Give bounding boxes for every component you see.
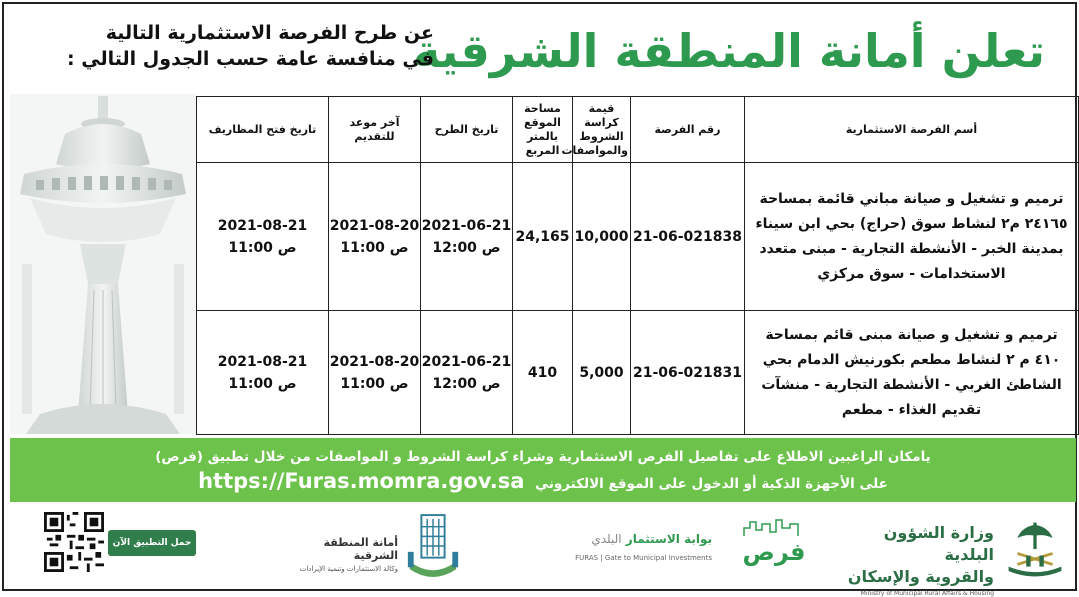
banner-line-2 <box>10 468 1076 497</box>
header-opening: تاريخ فتح المظاريف <box>197 97 329 163</box>
opportunity-number: 21-06-021831 <box>631 311 745 435</box>
opening-cell <box>197 163 329 311</box>
announcement-frame <box>2 2 1077 597</box>
portal-name <box>552 532 712 546</box>
amana-name: أمانة المنطقة الشرقية <box>323 536 398 562</box>
offer-time: 12:00 ص <box>432 239 501 256</box>
opening-cell <box>197 311 329 435</box>
furas-logo-icon <box>742 518 802 538</box>
deadline-date: 2021-08-20 <box>329 353 420 370</box>
sub-title <box>44 20 434 72</box>
subtitle-line-1: عن طرح الفرصة الاستثمارية التالية <box>105 22 434 44</box>
site-area: 410 <box>513 311 573 435</box>
opportunity-description: ترميم و تشغيل و صيانة مبنى قائم بمساحة ٤١٠ م ٢ لنشاط مطعم بكورنيش الدمام بحي الشاطئ الغربي - الأنشطة التجارية - منشآت تقديم الغذاء - مطعم <box>745 311 1079 435</box>
portal-name-gray: البلدي <box>591 532 622 546</box>
ministry-name-en: Ministry of Municipal Rural Affairs & Housing <box>860 590 994 597</box>
portal-sub: FURAS | Gate to Municipal Investments <box>575 554 712 562</box>
download-app-button[interactable]: حمل التطبيق الآن <box>108 530 196 556</box>
offer-date: 2021-06-21 <box>421 217 512 234</box>
offer-date: 2021-06-21 <box>421 353 512 370</box>
banner-line-1: يامكان الراغبين الاطلاع على تفاصيل الفرص الاستثمارية وشراء كراسة الشروط و المواصفات من خلال تطبيق (فرص) <box>155 449 931 465</box>
amana-logo-icon <box>404 512 462 582</box>
offer-time: 12:00 ص <box>432 375 501 392</box>
deadline-time: 11:00 ص <box>340 375 409 392</box>
site-area: 24,165 <box>513 163 573 311</box>
opening-date: 2021-08-21 <box>217 217 308 234</box>
booklet-price: 10,000 <box>573 163 631 311</box>
website-link[interactable]: https://Furas.momra.gov.sa <box>198 469 525 493</box>
ministry-emblem-icon <box>1002 516 1068 582</box>
header-number: رقم الفرصة <box>631 97 745 163</box>
info-banner <box>10 438 1076 502</box>
furas-portal-logo <box>566 512 806 588</box>
header-deadline: آخر موعد للتقديم <box>329 97 421 163</box>
booklet-price: 5,000 <box>573 311 631 435</box>
table-header-row <box>197 97 1079 163</box>
portal-name-green: بوابة الاستثمار <box>625 532 712 546</box>
qr-code-icon[interactable] <box>44 512 104 572</box>
offer-date-cell <box>421 163 513 311</box>
main-title: تعلن أمانة المنطقة الشرقية <box>413 24 1045 78</box>
ministry-text <box>844 522 994 597</box>
amana-text <box>288 536 398 573</box>
header-area: مساحة الموقع بالمتر المربع <box>513 97 573 163</box>
deadline-cell <box>329 163 421 311</box>
banner-line-2-text: على الأجهزة الذكية أو الدخول على الموقع الالكتروني <box>535 476 888 492</box>
header-price: قيمة كراسة الشروط والمواصفات <box>573 97 631 163</box>
opening-time: 11:00 ص <box>228 375 297 392</box>
opportunities-table <box>196 96 1079 435</box>
offer-date-cell <box>421 311 513 435</box>
opportunity-description: ترميم و تشغيل و صيانة مباني قائمة بمساحة ٢٤١٦٥ م٢ لنشاط سوق (حراج) بحي ابن سيناء بمدينة الخبر - الأنشطة التجارية - مبنى متعدد الاستخدامات - سوق مركزي <box>745 163 1079 311</box>
deadline-date: 2021-08-20 <box>329 217 420 234</box>
ministry-name-line-2: والقروية والإسكان <box>847 567 994 586</box>
header-offer-date: تاريخ الطرح <box>421 97 513 163</box>
ministry-logo <box>832 512 1072 597</box>
subtitle-line-2: في منافسة عامة حسب الجدول التالي : <box>67 48 434 70</box>
opening-date: 2021-08-21 <box>217 353 308 370</box>
header-name: أسم الفرصة الاستثمارية <box>745 97 1079 163</box>
amana-sub: وكالة الاستثمارات وتنمية الإيرادات <box>299 565 398 573</box>
table-row <box>197 163 1079 311</box>
footer-logos <box>10 506 1076 597</box>
table-row <box>197 311 1079 435</box>
opening-time: 11:00 ص <box>228 239 297 256</box>
portal-text <box>552 532 712 562</box>
opportunity-number: 21-06-021838 <box>631 163 745 311</box>
deadline-cell <box>329 311 421 435</box>
amana-logo <box>300 512 490 588</box>
ministry-name-line-1: وزارة الشؤون البلدية <box>883 523 994 564</box>
water-tower-image <box>10 94 196 434</box>
deadline-time: 11:00 ص <box>340 239 409 256</box>
furas-word: فرص <box>742 538 806 566</box>
